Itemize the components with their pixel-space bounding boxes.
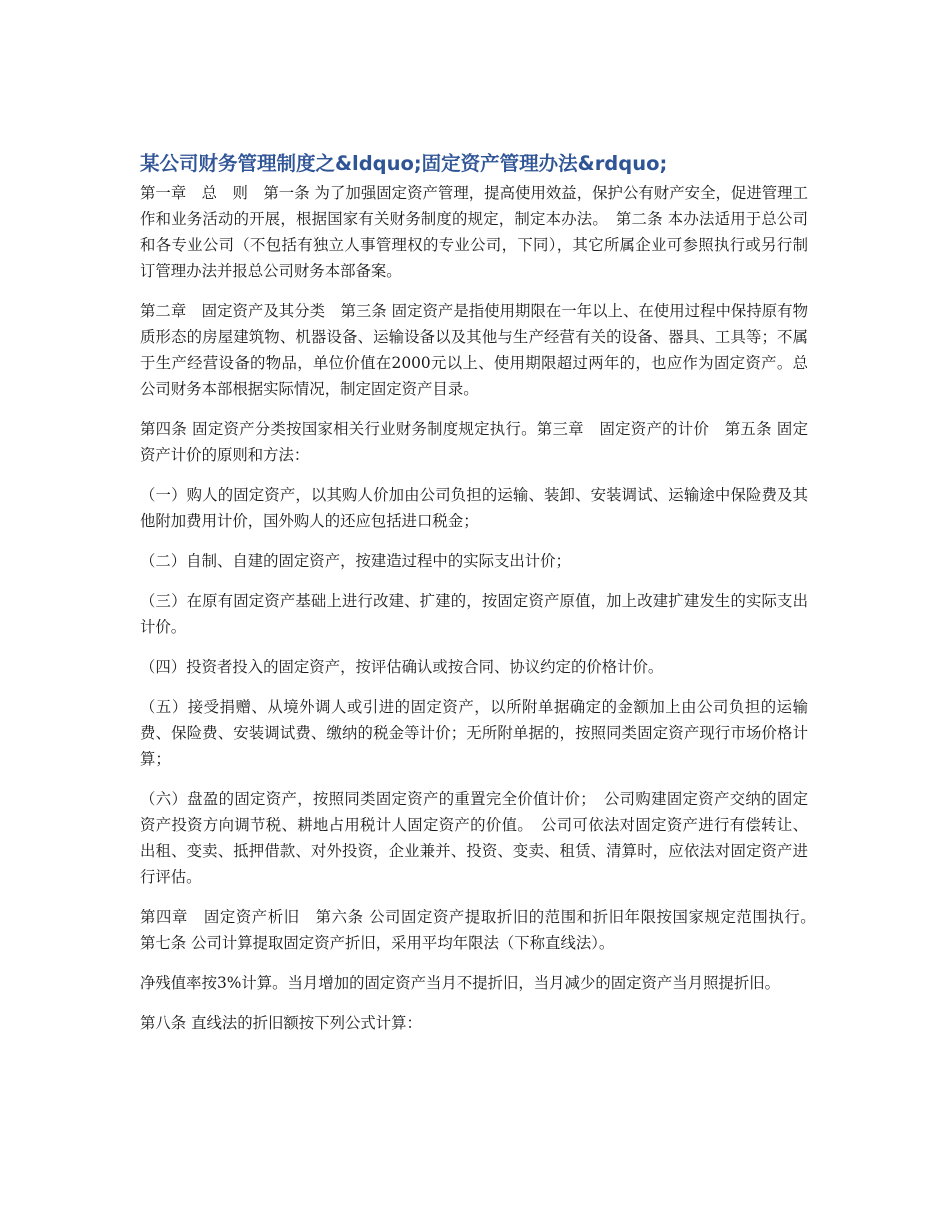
document-page <box>140 150 824 1050</box>
paragraph-item-6: （六）盘盈的固定资产，按照同类固定资产的重置完全价值计价； 公司购建固定资产交纳的固定资产投资方向调节税、耕地占用税计人固定资产的价值。 公司可依法对固定资产进行有偿转让、出租、变卖、抵押借款、对外投资，企业兼并、投资、变卖、租赁、清算时，应依法对固定资产进行评估。 <box>140 790 808 886</box>
paragraph-chapter-1: 第一章 总 则 第一条 为了加强固定资产管理，提高使用效益，保护公有财产安全，促进管理工作和业务活动的开展，根据国家有关财务制度的规定，制定本办法。 第二条 本办法适用于总公司和各专业公司（不包括有独立人事管理权的专业公司，下同），其它所属企业可参照执行或另行制订管理办法并报总公司财务本部备案。 <box>140 184 808 280</box>
paragraph-item-4: （四）投资者投入的固定资产，按评估确认或按合同、协议约定的价格计价。 <box>140 658 664 676</box>
paragraph-item-5: （五）接受捐赠、从境外调人或引进的固定资产，以所附单据确定的金额加上由公司负担的运输费、保险费、安装调试费、缴纳的税金等计价；无所附单据的，按照同类固定资产现行市场价格计算； <box>140 698 808 768</box>
paragraph-item-3: （三）在原有固定资产基础上进行改建、扩建的，按固定资产原值，加上改建扩建发生的实际支出计价。 <box>140 592 808 636</box>
paragraph-residual-rate: 净残值率按3%计算。当月增加的固定资产当月不提折旧，当月减少的固定资产当月照提折旧。 <box>140 974 781 992</box>
paragraph-item-1: （一）购人的固定资产，以其购人价加由公司负担的运输、装卸、安装调试、运输途中保险费及其他附加费用计价，国外购人的还应包括进口税金； <box>140 486 808 530</box>
paragraph-article-4: 第四条 固定资产分类按国家相关行业财务制度规定执行。第三章 固定资产的计价 第五条 固定资产计价的原则和方法： <box>140 420 808 464</box>
paragraph-chapter-4: 第四章 固定资产析旧 第六条 公司固定资产提取折旧的范围和折旧年限按国家规定范围执行。 第七条 公司计算提取固定资产折旧，采用平均年限法（下称直线法）。 <box>140 908 824 952</box>
paragraph-chapter-2: 第二章 固定资产及其分类 第三条 固定资产是指使用期限在一年以上、在使用过程中保持原有物质形态的房屋建筑物、机器设备、运输设备以及其他与生产经营有关的设备、器具、工具等；不属于生产经营设备的物品，单位价值在2000元以上、使用期限超过两年的，也应作为固定资产。总公司财务本部根据实际情况，制定固定资产目录。 <box>140 302 808 398</box>
document-title: 某公司财务管理制度之&ldquo;固定资产管理办法&rdquo; <box>140 152 668 175</box>
paragraph-item-2: （二）自制、自建的固定资产，按建造过程中的实际支出计价； <box>140 552 571 570</box>
paragraph-article-8: 第八条 直线法的折旧额按下列公式计算： <box>140 1014 422 1032</box>
